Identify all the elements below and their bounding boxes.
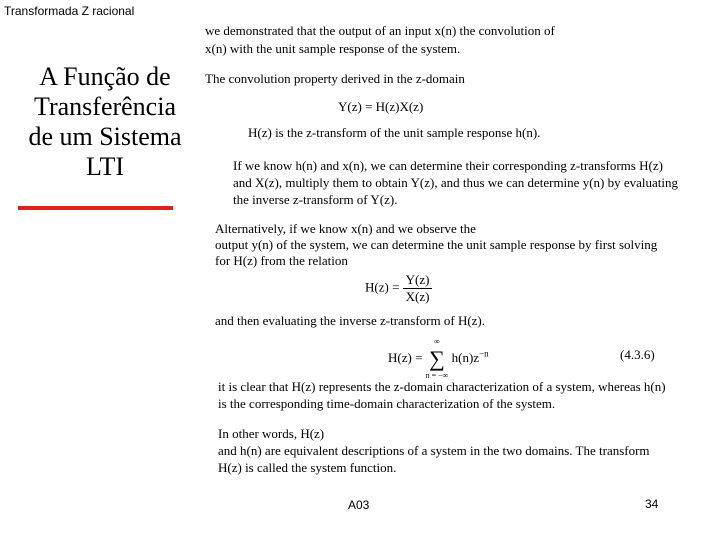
text-p8-line-1: In other words, H(z) [218, 426, 325, 441]
summation [426, 336, 449, 382]
equation-number: (4.3.6) [620, 347, 655, 362]
title-line-3: de um Sistema [28, 122, 182, 151]
equation-convolution: Y(z) = H(z)X(z) [338, 99, 424, 114]
equation-sum-exponent: −n [479, 348, 489, 359]
text-p1-line-1: we demonstrated that the output of an input x(n) the convolution of [205, 23, 555, 38]
title-line-4: LTI [85, 152, 125, 181]
fraction [403, 272, 433, 305]
text-p4-line-3: the inverse z-transform of Y(z). [233, 192, 398, 207]
fraction-denominator: X(z) [405, 289, 430, 304]
text-p6: and then evaluating the inverse z-transform of H(z). [215, 313, 486, 328]
text-p7-line-2: is the corresponding time-domain characterization of the system. [218, 396, 556, 411]
slide-header: Transformada Z racional [4, 4, 135, 18]
text-p4-line-1: If we know h(n) and x(n), we can determine their corresponding z-transforms H(z) [233, 158, 663, 173]
equation-sum-lhs: H(z) = [388, 349, 423, 365]
text-p7-line-1: it is clear that H(z) represents the z-domain characterization of a system, whereas h(n) [218, 379, 666, 394]
title-line-1: A Função de [39, 62, 171, 91]
text-p4-line-2: and X(z), multiply them to obtain Y(z), and thus we can determine y(n) by evaluating [233, 175, 678, 190]
page-number: 34 [645, 497, 659, 511]
text-p2: The convolution property derived in the z-domain [205, 71, 465, 86]
title-line-2: Transferência [34, 92, 176, 121]
text-p1-line-2: x(n) with the unit sample response of the system. [205, 41, 461, 56]
text-p8-line-2: and h(n) are equivalent descriptions of a system in the two domains. The transform [218, 443, 650, 458]
text-p8-line-3: H(z) is called the system function. [218, 460, 397, 475]
sigma-symbol: ∑ [429, 346, 445, 371]
text-p3: H(z) is the z-transform of the unit sample response h(n). [248, 125, 541, 140]
sum-lower-limit: n = −∞ [425, 371, 449, 380]
footer-label: A03 [348, 498, 370, 512]
text-p5-line-2: output y(n) of the system, we can determine the unit sample response by first solving [215, 237, 658, 252]
equation-ratio [365, 272, 432, 305]
slide-title [10, 62, 200, 182]
text-p5-line-1: Alternatively, if we know x(n) and we observe the [215, 221, 476, 236]
equation-ratio-lhs: H(z) = [365, 279, 400, 295]
text-p5-line-3: for H(z) from the relation [215, 253, 348, 268]
fraction-numerator: Y(z) [403, 272, 433, 289]
equation-sum-term: h(n)z [451, 349, 480, 365]
title-underline [18, 206, 173, 210]
sum-upper-limit: ∞ [434, 337, 440, 346]
equation-system-function [388, 336, 489, 382]
